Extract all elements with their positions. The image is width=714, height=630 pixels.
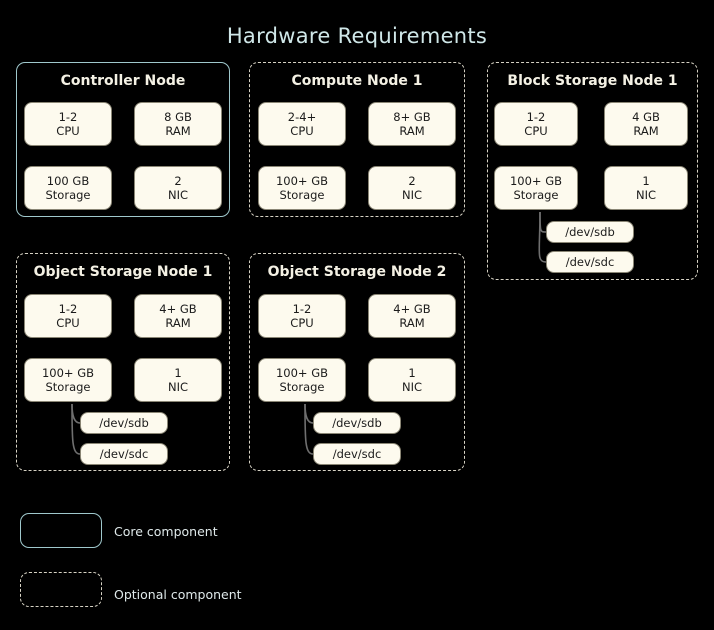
spec-line: Storage [279, 380, 325, 394]
spec-line: 1-2 [58, 302, 78, 316]
spec-line: NIC [167, 380, 189, 394]
device-label: /dev/sdb [99, 416, 149, 430]
legend-swatch-dashed [20, 572, 102, 607]
spec-line: CPU [290, 124, 314, 138]
spec-line: 1-2 [292, 302, 312, 316]
spec-box [494, 166, 578, 210]
device-box [546, 251, 634, 273]
node-title: Controller Node [60, 73, 186, 89]
spec-line: NIC [401, 380, 423, 394]
spec-line: NIC [167, 188, 189, 202]
node-title: Compute Node 1 [291, 73, 423, 89]
spec-line: Storage [45, 380, 91, 394]
device-box [80, 443, 168, 465]
device-box [546, 221, 634, 243]
device-label: /dev/sdc [332, 447, 382, 461]
spec-box [24, 358, 112, 402]
page-title: Hardware Requirements [226, 24, 488, 48]
spec-line: 2 [408, 174, 416, 188]
node-title: Object Storage Node 1 [33, 264, 213, 280]
spec-box [604, 166, 688, 210]
spec-line: 4+ GB [159, 302, 197, 316]
legend-swatch-solid [20, 513, 102, 548]
spec-line: 100+ GB [41, 366, 95, 380]
spec-box [368, 294, 456, 338]
spec-line: Storage [279, 188, 325, 202]
spec-box [134, 358, 222, 402]
spec-box [24, 294, 112, 338]
spec-line: CPU [56, 124, 80, 138]
device-box [313, 412, 401, 434]
spec-line: CPU [56, 316, 80, 330]
spec-box [134, 102, 222, 146]
spec-line: 100+ GB [275, 366, 329, 380]
device-label: /dev/sdc [99, 447, 149, 461]
spec-line: RAM [633, 124, 659, 138]
spec-line: Storage [513, 188, 559, 202]
spec-line: 1 [408, 366, 416, 380]
spec-line: 1 [642, 174, 650, 188]
spec-box [258, 166, 346, 210]
spec-line: 8+ GB [393, 110, 431, 124]
spec-line: RAM [399, 124, 425, 138]
spec-box [24, 102, 112, 146]
spec-line: RAM [399, 316, 425, 330]
spec-line: RAM [165, 316, 191, 330]
device-label: /dev/sdb [332, 416, 382, 430]
spec-line: 1 [174, 366, 182, 380]
legend-label: Core component [114, 524, 218, 539]
spec-line: 1-2 [58, 110, 78, 124]
spec-box [24, 166, 112, 210]
spec-line: RAM [165, 124, 191, 138]
spec-box [368, 166, 456, 210]
device-box [80, 412, 168, 434]
node-title: Object Storage Node 2 [267, 264, 447, 280]
spec-line: 100+ GB [275, 174, 329, 188]
spec-box [604, 102, 688, 146]
spec-line: 4 GB [632, 110, 660, 124]
spec-line: 100+ GB [509, 174, 563, 188]
spec-line: 8 GB [164, 110, 192, 124]
spec-line: NIC [401, 188, 423, 202]
spec-line: Storage [45, 188, 91, 202]
spec-line: 1-2 [526, 110, 546, 124]
node-title: Block Storage Node 1 [507, 73, 678, 89]
spec-line: CPU [290, 316, 314, 330]
legend-label: Optional component [114, 587, 242, 602]
spec-line: CPU [524, 124, 548, 138]
spec-box [258, 102, 346, 146]
spec-box [368, 358, 456, 402]
spec-line: NIC [635, 188, 657, 202]
spec-box [134, 294, 222, 338]
device-label: /dev/sdb [565, 225, 615, 239]
spec-box [494, 102, 578, 146]
spec-box [134, 166, 222, 210]
device-label: /dev/sdc [565, 255, 615, 269]
spec-line: 2 [174, 174, 182, 188]
spec-box [368, 102, 456, 146]
spec-line: 2-4+ [287, 110, 317, 124]
spec-line: 100 GB [46, 174, 90, 188]
spec-box [258, 294, 346, 338]
spec-line: 4+ GB [393, 302, 431, 316]
spec-box [258, 358, 346, 402]
device-box [313, 443, 401, 465]
